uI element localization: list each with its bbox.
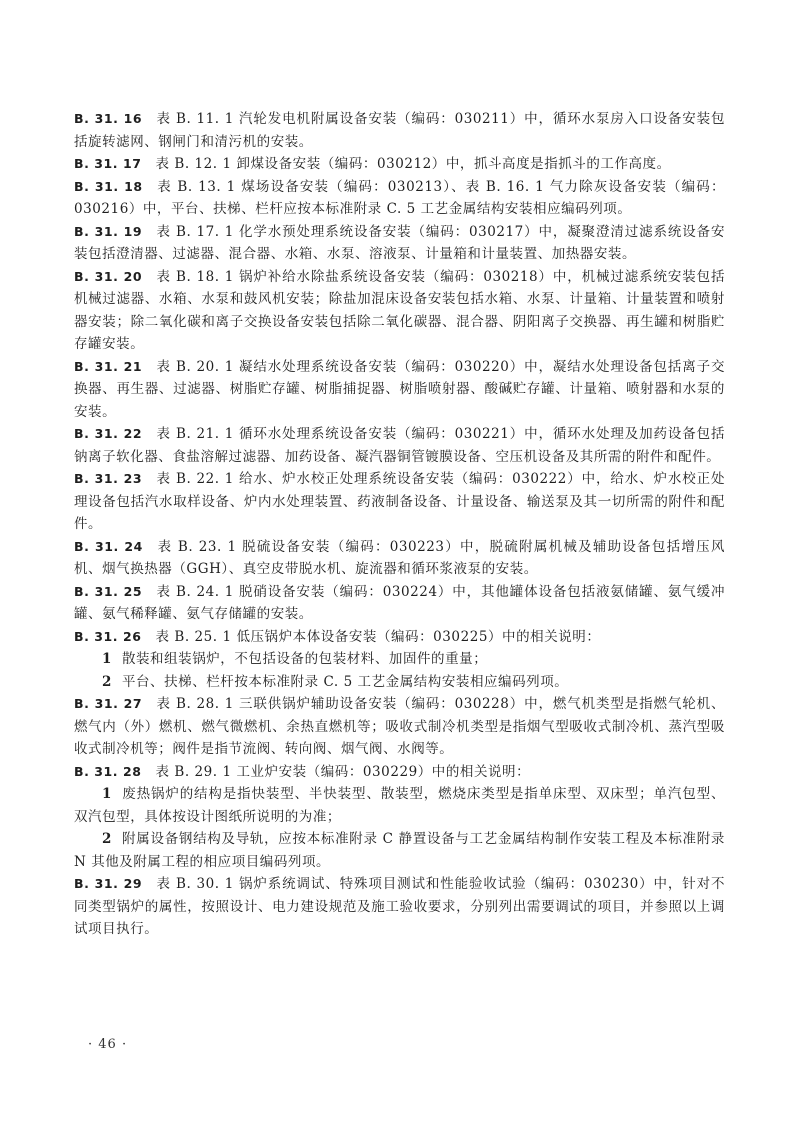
clause-text: 表 B. 18. 1 锅炉补给水除盐系统设备安装（编码：030218）中，机械过滤系统安装包括机械过滤器、水箱、水泵和鼓风机安装；除盐加混床设备安装包括水箱、水泵、计量箱、计量装置和喷射器安装；除二氧化碳和离子交换设备安装包括除二氧化碳器、混合器、阴阳离子交换器、再生罐和树脂贮存罐安装。: [74, 268, 726, 352]
sub-item: [74, 828, 725, 873]
sub-item-text: 平台、扶梯、栏杆按本标准附录 C. 5 工艺金属结构安装相应编码列项。: [121, 673, 569, 690]
sub-item-number: 1: [102, 651, 112, 667]
clause-number: B. 31. 20: [74, 268, 143, 284]
clause-text: 表 B. 17. 1 化学水预处理系统设备安装（编码：030217）中，凝聚澄清过滤系统设备安装包括澄清器、过滤器、混合器、水箱、水泵、溶液泵、计量箱和计量装置、加热器安装。: [74, 223, 726, 262]
clause-text: 表 B. 21. 1 循环水处理系统设备安装（编码：030221）中，循环水处理及加药设备包括钠离子软化器、食盐溶解过滤器、加药设备、凝汽器铜管镀膜设备、空压机设备及其所需的附件和配件。: [74, 426, 726, 465]
page-number: · 46 ·: [88, 1037, 128, 1052]
clause-number: B. 31. 17: [74, 156, 142, 171]
clause-paragraph: [74, 536, 725, 581]
clause-text: 表 B. 13. 1 煤场设备安装（编码：030213）、表 B. 16. 1 气力除灰设备安装（编码：030216）中，平台、扶梯、栏杆应按本标准附录 C. 5 工艺金属结构安装相应编码列项。: [74, 178, 725, 217]
clause-paragraph: [74, 153, 725, 176]
clause-paragraph: [74, 108, 725, 153]
clause-number: B. 31. 27: [74, 696, 143, 711]
clause-paragraph: [74, 581, 725, 626]
document-body: [74, 108, 725, 941]
sub-item-text: 散装和组装锅炉，不包括设备的包装材料、加固件的重量；: [121, 651, 488, 667]
clause-text: 表 B. 12. 1 卸煤设备安装（编码：030212）中，抓斗高度是指抓斗的工作高度。: [155, 156, 671, 172]
clause-number: B. 31. 29: [74, 876, 143, 891]
clause-text: 表 B. 29. 1 工业炉安装（编码：030229）中的相关说明：: [155, 763, 531, 780]
sub-item-number: 2: [102, 831, 112, 847]
clause-number: B. 31. 26: [74, 628, 142, 644]
sub-item: [74, 783, 725, 828]
clause-text: 表 B. 11. 1 汽轮发电机附属设备安装（编码：030211）中，循环水泵房入口设备安装包括旋转滤网、钢闸门和清污机的安装。: [74, 111, 726, 150]
clause-text: 表 B. 23. 1 脱硫设备安装（编码：030223）中，脱硫附属机械及辅助设备包括增压风机、烟气换热器（GGH）、真空皮带脱水机、旋流器和循环浆液泵的安装。: [74, 538, 725, 577]
sub-item: [74, 671, 725, 694]
sub-item-number: 2: [102, 673, 112, 690]
clause-number: B. 31. 28: [74, 763, 142, 779]
clause-paragraph: [74, 693, 725, 761]
clause-paragraph: [74, 266, 725, 356]
clause-paragraph: [74, 176, 725, 221]
clause-text: 表 B. 20. 1 凝结水处理系统设备安装（编码：030220）中，凝结水处理设备包括离子交换器、再生器、过滤器、树脂贮存罐、树脂捕捉器、树脂喷射器、酸碱贮存罐、计量箱、喷射器和水泵的安装。: [74, 358, 726, 420]
clause-number: B. 31. 24: [74, 538, 143, 554]
clause-number: B. 31. 25: [74, 583, 143, 599]
clause-number: B. 31. 21: [74, 358, 143, 374]
clause-paragraph: [74, 356, 725, 424]
clause-number: B. 31. 22: [74, 426, 143, 441]
clause-text: 表 B. 25. 1 低压锅炉本体设备安装（编码：030225）中的相关说明：: [155, 628, 601, 645]
sub-item-text: 废热锅炉的结构是指快装型、半快装型、散装型，燃烧床类型是指单床型、双床型；单汽包型、双汽包型，具体按设计图纸所说明的为准；: [74, 786, 725, 825]
sub-item-number: 1: [102, 786, 112, 802]
clause-text: 表 B. 28. 1 三联供锅炉辅助设备安装（编码：030228）中，燃气机类型是指燃气轮机、燃气内（外）燃机、燃气微燃机、余热直燃机等；吸收式制冷机类型是指烟气型吸收式制冷机、蒸汽型吸收式制冷机等；阀件是指节流阀、转向阀、烟气阀、水阀等。: [74, 696, 726, 757]
clause-paragraph: [74, 761, 725, 784]
clause-text: 表 B. 30. 1 锅炉系统调试、特殊项目测试和性能验收试验（编码：030230）中，针对不同类型锅炉的属性，按照设计、电力建设规范及施工验收要求，分别列出需要调试的项目，并参照以上调试项目执行。: [74, 876, 726, 937]
clause-number: B. 31. 19: [74, 223, 143, 239]
sub-item-text: 附属设备钢结构及导轨，应按本标准附录 C 静置设备与工艺金属结构制作安装工程及本标准附录 N 其他及附属工程的相应项目编码列项。: [74, 831, 725, 870]
clause-text: 表 B. 24. 1 脱硝设备安装（编码：030224）中，其他罐体设备包括液氨储罐、氨气缓冲罐、氨气稀释罐、氨气存储罐的安装。: [74, 583, 726, 622]
clause-text: 表 B. 22. 1 给水、炉水校正处理系统设备安装（编码：030222）中，给水、炉水校正处理设备包括汽水取样设备、炉内水处理装置、药液制备设备、计量设备、输送泵及其一切所需的附件和配件。: [74, 471, 726, 532]
sub-item: [74, 648, 725, 671]
clause-paragraph: [74, 873, 725, 941]
clause-paragraph: [74, 468, 725, 536]
clause-number: B. 31. 16: [74, 111, 143, 126]
clause-number: B. 31. 18: [74, 178, 143, 194]
clause-paragraph: [74, 423, 725, 468]
clause-paragraph: [74, 221, 725, 266]
clause-paragraph: [74, 626, 725, 649]
clause-number: B. 31. 23: [74, 471, 143, 486]
